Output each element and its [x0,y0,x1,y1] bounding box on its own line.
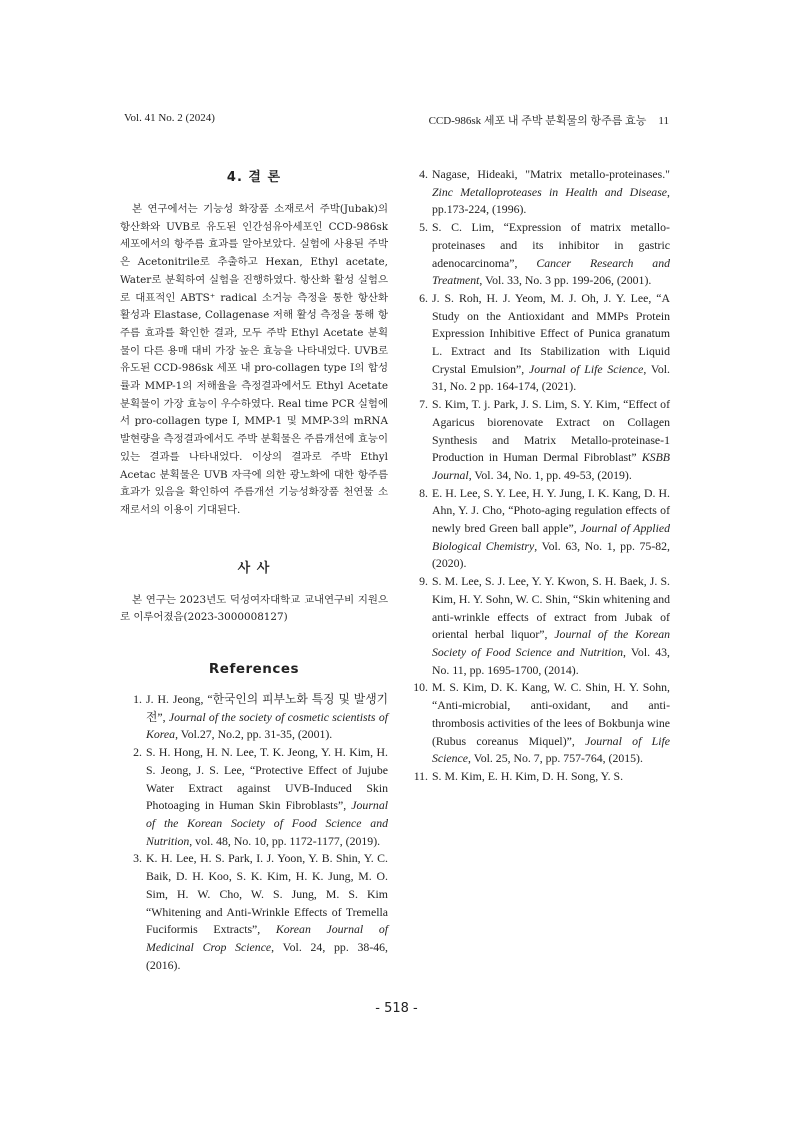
reference-journal: Journal of Life Science [432,733,671,766]
right-column [412,166,670,786]
reference-item [412,166,670,219]
reference-text: K. H. Lee, H. S. Park, I. J. Yoon, Y. B. Shin, Y. C. Baik, D. H. Koo, S. K. Kim, H. K. Jung, M. O. Sim, H. W. Cho, W. S. Jung, M. S. Kim “Whitening and Anti-Wrinkle Effects of Tremella Fuciformis Extracts”, [146,851,388,937]
reference-item [120,744,388,850]
reference-journal: Journal of Applied Biological Chemistry [432,521,670,553]
running-header [124,112,669,128]
conclusion-paragraph: 본 연구에서는 기능성 화장품 소재로서 주박(Jubak)의 항산화와 UVB로 유도된 인간섬유아세포인 CCD-986sk 세포에서의 항주름 효과를 알아보았다. 실험에 사용된 주박은 Acetonitrile로 추출하고 Hexan, Ethyl acetate, Water로 분획하여 실험을 진행하였다. 항산화 활성 실험으로 대표적인 ABTS⁺ radical 소거능 측정을 통한 항산화 활성과 Elastase, Collagenase 저해 활성 측정을 통해 항주름 효과를 확인한 결과, 모두 주박 Ethyl Acetate 분획물이 다른 용매 대비 가장 높은 효능을 나타내었다. UVB로 유도된 CCD-986sk 세포 내 pro-collagen type I의 합성률과 MMP-1의 저해율을 측정결과에서도 Ethyl Acetate 분획물이 가장 효능이 우수하였다. Real time PCR 실험에서 pro-collagen type I, MMP-1 및 MMP-3의 mRNA 발현량을 측정결과에서도 주박 분획물은 주름개선에 효능이 있는 결과를 나타내었다. 이상의 결과로 주박 Ethyl Acetac 분획물은 UVB 자극에 의한 광노화에 대한 항주름 효과가 있음을 확인하여 주름개선 기능성화장품 천연물 소재로서의 이용이 기대된다. [120,203,388,516]
reference-text: S. Kim, T. j. Park, J. S. Lim, S. Y. Kim, “Effect of Agaricus biorenovate Extract on Collagen Synthesis and Matrix Metallo-proteinase-1 Production in Human Dermal Fibroblast” [432,397,670,465]
reference-journal: Journal of the Korean Society of Food Science and Nutrition [146,798,388,848]
reference-details: , Vol. 24, pp. 38-46, (2016). [146,939,389,972]
reference-number: 2. [133,745,142,760]
reference-details: , Vol. 33, No. 3 pp. 199-206, (2001). [479,273,652,288]
reference-item [412,290,670,396]
reference-journal: Korean Journal of Medicinal Crop Science [146,922,388,954]
reference-number: 7. [419,397,428,412]
reference-item [412,679,670,768]
reference-number: 4. [419,167,428,181]
header-page-number: 11 [658,115,669,127]
left-column [120,166,388,974]
reference-journal: KSBB Journal [432,450,670,482]
reference-item [412,768,670,786]
reference-details: , Vol. 25, No. 7, pp. 757-764, (2015). [468,751,643,766]
reference-journal: Zinc Metalloproteases in Health and Disease [432,184,668,199]
references-heading: References [208,661,300,678]
reference-number: 3. [133,851,142,866]
conclusion-heading: 4. 결 론 [226,170,282,185]
reference-text: S. H. Hong, H. N. Lee, T. K. Jeong, Y. H. Kim, H. S. Jeong, J. S. Lee, “Protective Effect of Jujube Water Extract against UVB-Induced Skin Photoaging in Human Skin Fibroblasts”, [146,745,388,813]
reference-text: J. H. Jeong, “한국인의 피부노화 특징 및 발생기전”, [146,692,388,724]
reference-number: 9. [419,574,428,589]
reference-item [412,219,670,290]
reference-details: , Vol. 43, No. 11, pp. 1695-1700, (2014). [432,644,670,677]
reference-number: 1. [133,692,142,707]
reference-item [120,691,388,744]
acknowledgement-paragraph: 본 연구는 2023년도 덕성여자대학교 교내연구비 지원으로 이루어졌음(2023-3000008127) [120,593,388,624]
reference-details: , Vol. 31, No. 2 pp. 164-174, (2021). [432,361,670,394]
reference-journal: Cancer Research and Treatment [432,255,670,288]
reference-journal: Journal of the Korean Society of Food Science and Nutrition [432,627,670,659]
acknowledgement-heading: 사 사 [237,560,271,576]
reference-journal: Journal of Life Science [528,361,644,376]
journal-volume: Vol. 41 No. 2 (2024) [124,112,215,124]
running-title-text: CCD-986sk 세포 내 주박 분획물의 항주름 효능 [428,115,647,127]
reference-number: 6. [419,290,428,305]
reference-journal: Journal of the society of cosmetic scientists of Korea [146,709,389,742]
reference-text: E. H. Lee, S. Y. Lee, H. Y. Jung, I. K. Kang, D. H. Ahn, Y. J. Cho, “Photo-aging regulation effects of newly bred Green ball apple”, [432,485,670,536]
reference-item [120,850,388,974]
reference-list-left [120,691,388,974]
reference-details: , vol. 48, No. 10, pp. 1172-1177, (2019). [189,833,381,848]
reference-text: J. S. Roh, H. J. Yeom, M. J. Oh, J. Y. Lee, “A Study on the Antioxidant and MMPs Protein Expression Inhibitive Effect of Punica granatum L. Extract and Its Stabilization with Liquid Crystal Emulsion”, [432,290,670,376]
reference-text: Nagase, Hideaki, "Matrix metallo-proteinases." [432,167,670,181]
reference-text: S. C. Lim, “Expression of matrix metallo-proteinases and its inhibitor in gastric adenocarcinoma”, [432,220,670,270]
reference-number: 10. [413,680,428,695]
reference-item [412,396,670,485]
reference-number: 8. [419,485,428,500]
reference-item [412,485,670,574]
reference-list-right [412,166,670,786]
page-number: - 518 - [375,1001,418,1016]
reference-number: 11. [413,768,428,783]
reference-text: M. S. Kim, D. K. Kang, W. C. Shin, H. Y. Sohn, “Anti-microbial, anti-oxidant, and anti-thrombosis activities of the lees of Bokbunja wine (Rubus coreanus Miquel)”, [432,680,670,748]
running-title [429,112,669,128]
reference-text: S. M. Kim, E. H. Kim, D. H. Song, Y. S. [432,768,624,783]
reference-details: , Vol. 34, No. 1, pp. 49-53, (2019). [468,467,632,482]
reference-item [412,573,670,679]
reference-details: , Vol. 63, No. 1, pp. 75-82, (2020). [432,538,671,571]
reference-number: 5. [419,220,428,235]
reference-details: , pp.173-224, (1996). [432,184,670,217]
reference-details: , Vol.27, No.2, pp. 31-35, (2001). [175,727,333,742]
reference-text: S. M. Lee, S. J. Lee, Y. Y. Kwon, S. H. Baek, J. S. Kim, H. Y. Sohn, W. C. Shin, “Skin whitening and anti-wrinkle effects of extract from Jubak of oriental herbal liquor”, [432,574,670,642]
